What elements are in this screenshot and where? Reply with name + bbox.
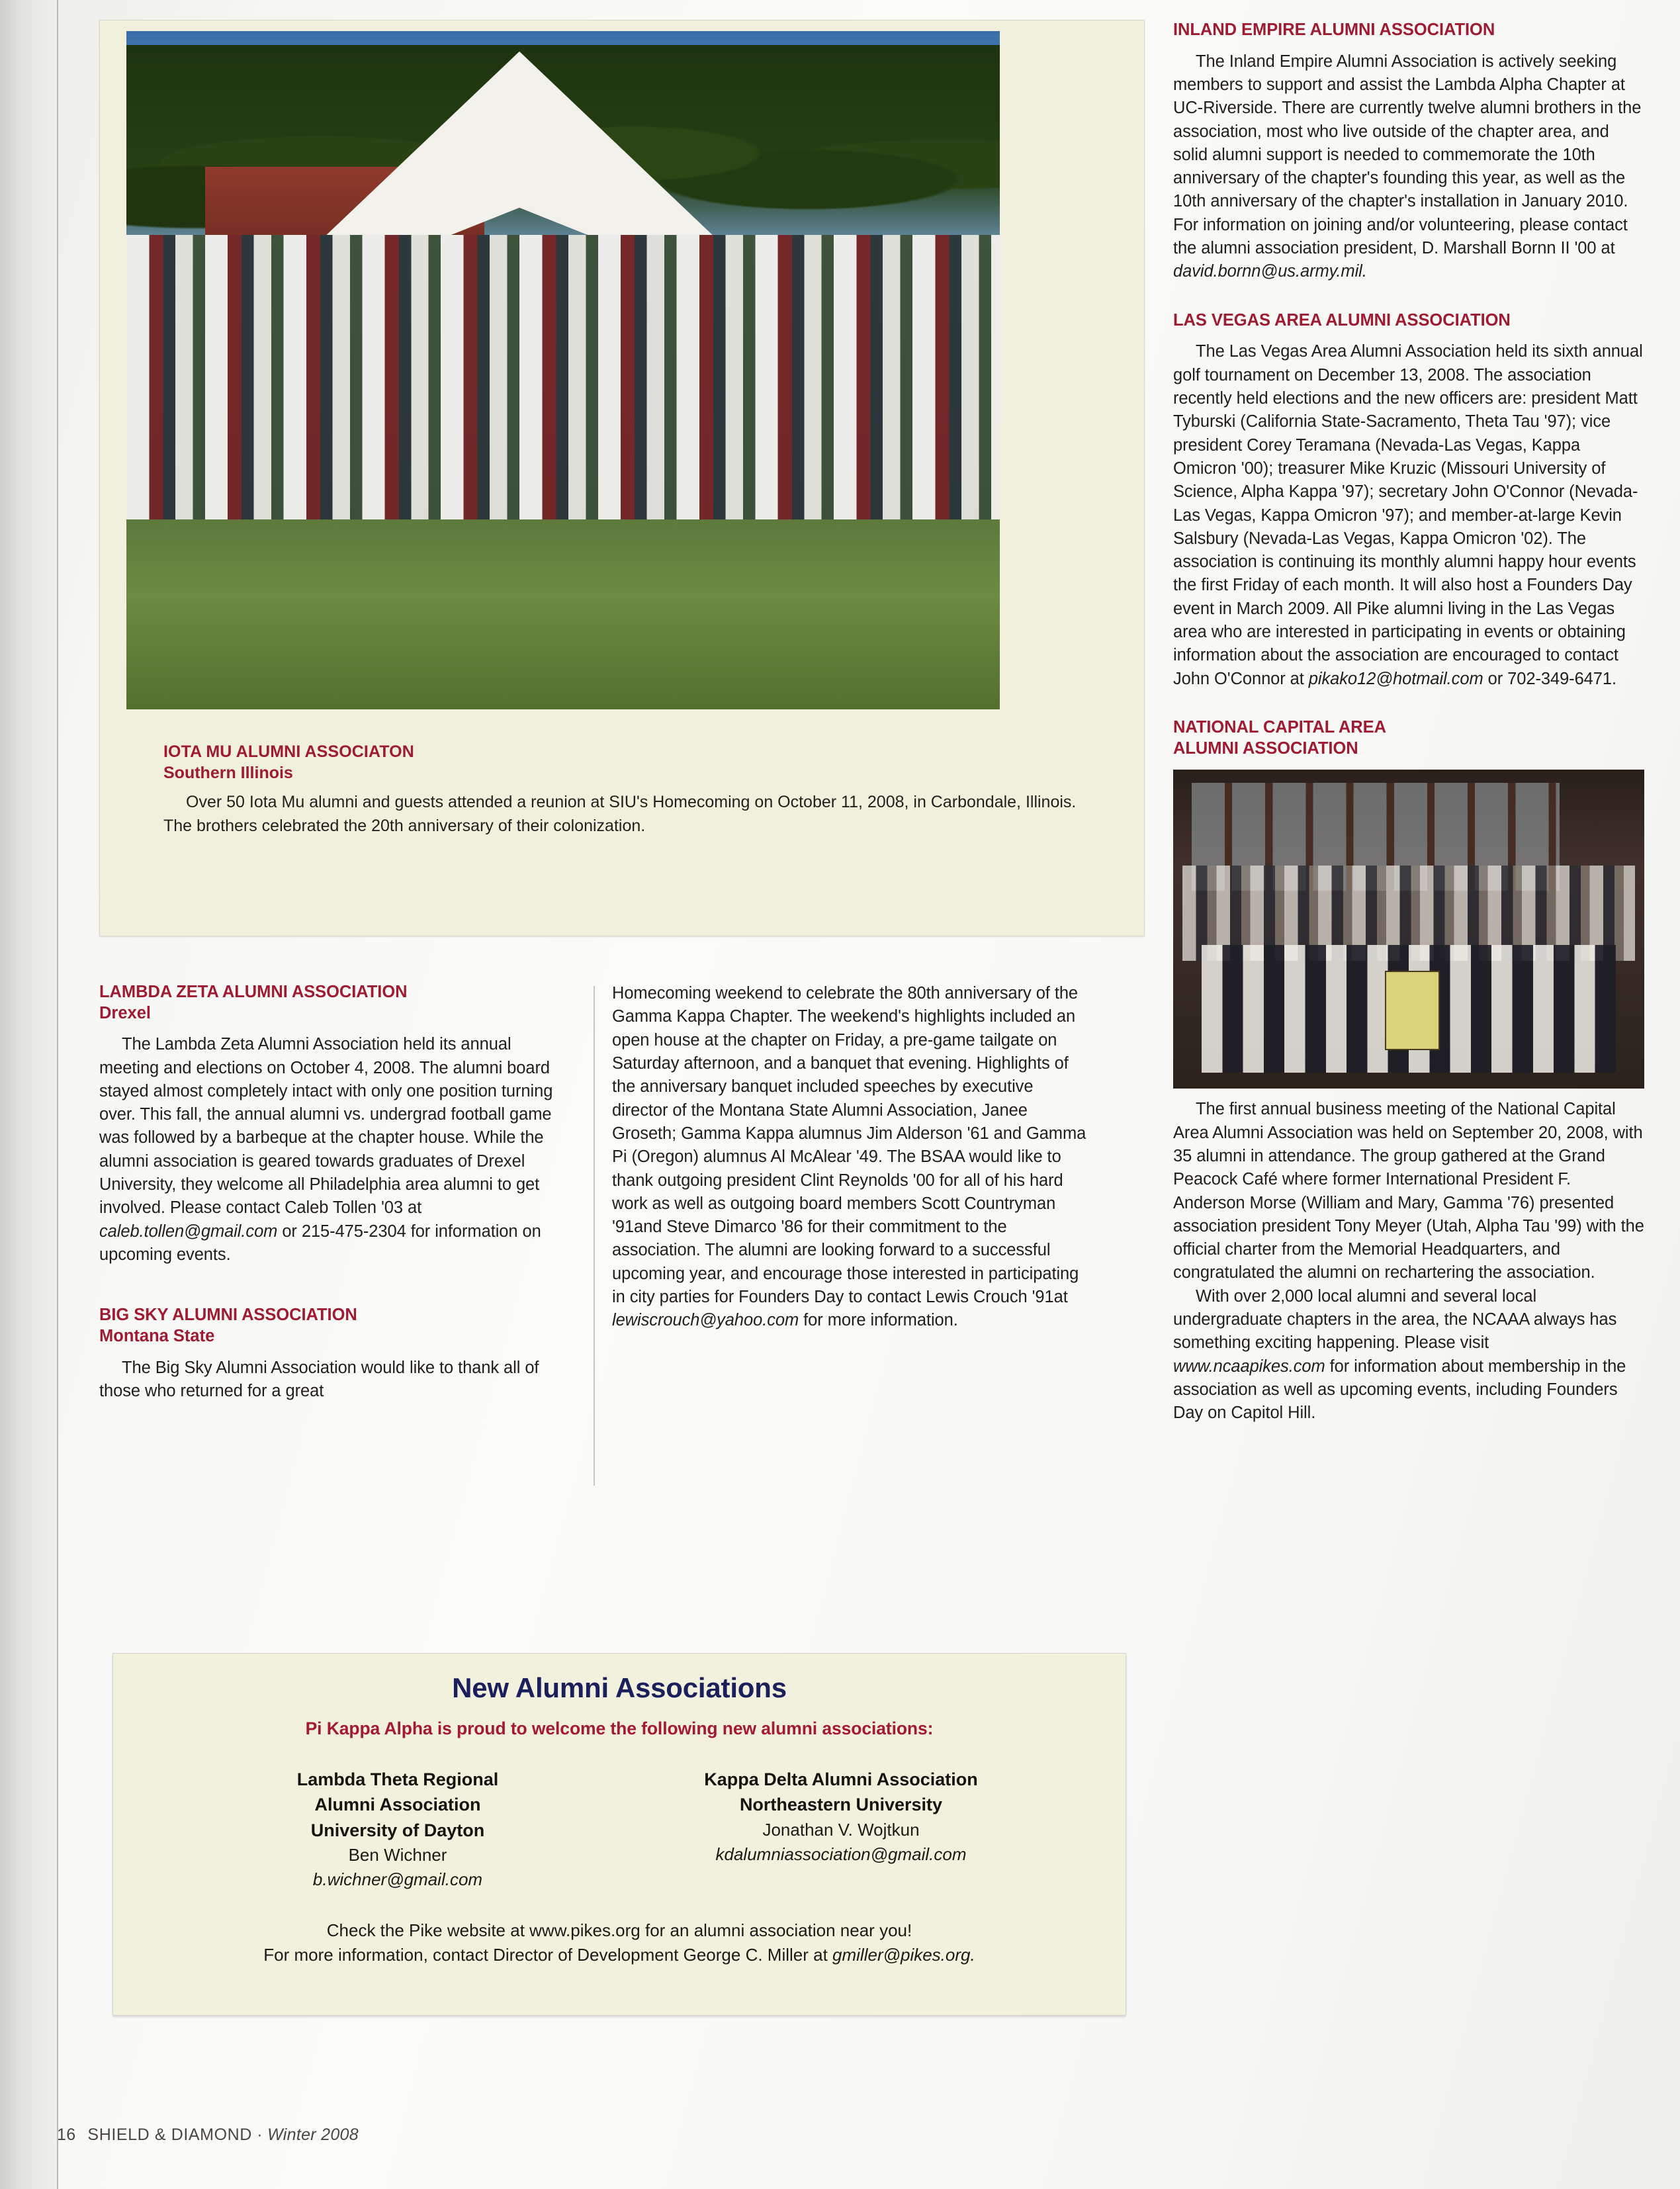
entry-name-line1: Lambda Theta Regional bbox=[296, 1769, 499, 1789]
national-capital-text-a: With over 2,000 local alumni and several local undergraduate chapters in the area, the NCAAA always has something exciting happening. Please visit bbox=[1173, 1286, 1617, 1353]
footer-separator: · bbox=[257, 2125, 263, 2144]
iota-mu-group-photo bbox=[126, 31, 1000, 709]
column-divider bbox=[594, 986, 595, 1486]
entry-email: b.wichner@gmail.com bbox=[312, 1869, 483, 1889]
gmiller-email: gmiller@pikes.org. bbox=[832, 1945, 975, 1965]
new-alumni-box-footer bbox=[113, 1918, 1126, 1968]
issue-label: Winter 2008 bbox=[267, 2125, 359, 2144]
big-sky-subheading: Montana State bbox=[99, 1326, 215, 1345]
column-middle bbox=[612, 982, 1092, 1333]
new-alumni-entry bbox=[656, 1767, 1026, 1892]
las-vegas-text-b: or 702-349-6471. bbox=[1483, 669, 1616, 688]
entry-contact: Jonathan V. Wojtkun bbox=[762, 1819, 920, 1840]
page-footer bbox=[57, 2125, 359, 2145]
spacer bbox=[1173, 331, 1644, 340]
entry-school: University of Dayton bbox=[310, 1820, 485, 1840]
entry-name-line1: Kappa Delta Alumni Association bbox=[704, 1769, 978, 1789]
iota-mu-photo-panel bbox=[99, 20, 1145, 936]
photo-charter-plaque bbox=[1385, 971, 1439, 1050]
new-alumni-box-lead: Pi Kappa Alpha is proud to welcome the following new alumni associations: bbox=[305, 1719, 934, 1738]
footer-line2-text: For more information, contact Director of Development George C. Miller at bbox=[263, 1945, 833, 1965]
column-right bbox=[1173, 20, 1644, 1425]
entry-name-line2: Alumni Association bbox=[314, 1795, 481, 1815]
entry-email: kdalumniassociation@gmail.com bbox=[715, 1844, 967, 1864]
spacer bbox=[99, 1267, 562, 1305]
inland-empire-email: david.bornn@us.army.mil. bbox=[1173, 262, 1367, 281]
big-sky-continued-text-b: for more information. bbox=[799, 1311, 958, 1330]
new-alumni-entry bbox=[212, 1767, 583, 1892]
inland-empire-paragraph bbox=[1173, 50, 1644, 284]
new-alumni-associations-box bbox=[112, 1653, 1126, 2016]
lambda-zeta-subheading: Drexel bbox=[99, 1003, 151, 1022]
lambda-zeta-text-b: or 215-475-2304 for information on upcoming events. bbox=[99, 1222, 541, 1265]
new-alumni-box-title: New Alumni Associations bbox=[452, 1672, 787, 1703]
spacer bbox=[1173, 1089, 1644, 1098]
page-gutter-line bbox=[57, 0, 58, 2189]
photo-crowd bbox=[126, 235, 1000, 533]
national-capital-heading-line2: ALUMNI ASSOCIATION bbox=[1173, 738, 1358, 758]
page-gutter-shadow bbox=[0, 0, 57, 2189]
las-vegas-text-a: The Las Vegas Area Alumni Association held its sixth annual golf tournament on December 13, 2008. The association recently held elections and the new officers are: president Matt Tyburski (California State-Sacramento, Theta Tau '97); vice president Corey Teramana (Nevada-Las Vegas, Kappa Omicron '00); treasurer Mike Kruzic (Missouri University of Science, Alpha Kappa '97); secretary John O'Connor (Nevada-Las Vegas, Kappa Omicron '97); and member-at-large Kevin Salsbury (Nevada-Las Vegas, Kappa Omicron '02). The association is continuing its monthly alumni happy hour events the first Friday of each month. It will also host a Founders Day event in March 2009. All Pike alumni living in the Las Vegas area who are interested in participating in events or obtaining information about the association are encouraged to contact John O'Connor at bbox=[1173, 342, 1643, 688]
new-alumni-entries bbox=[113, 1767, 1126, 1892]
las-vegas-email: pikako12@hotmail.com bbox=[1308, 669, 1483, 688]
national-capital-paragraph-2 bbox=[1173, 1285, 1644, 1425]
ncaaa-group-photo bbox=[1173, 770, 1644, 1089]
big-sky-continued-email: lewiscrouch@yahoo.com bbox=[612, 1311, 799, 1330]
new-alumni-box-footer-line2 bbox=[113, 1943, 1126, 1968]
big-sky-continued-paragraph bbox=[612, 982, 1092, 1333]
lambda-zeta-paragraph bbox=[99, 1033, 562, 1267]
lambda-zeta-email: caleb.tollen@gmail.com bbox=[99, 1222, 278, 1241]
spacer bbox=[99, 1347, 562, 1357]
magazine-title: SHIELD & DIAMOND bbox=[87, 2125, 252, 2144]
lambda-zeta-text-a: The Lambda Zeta Alumni Association held its annual meeting and elections on October 4, 2008. The alumni board stayed almost completely intact with only one position turning over. This fall, the annual alumni vs. undergrad football game was followed by a barbeque at the chapter house. While the alumni association is geared towards graduates of Drexel University, they welcome all Philadelphia area alumni to get involved. Please contact Caleb Tollen '03 at bbox=[99, 1035, 553, 1218]
las-vegas-heading: LAS VEGAS AREA ALUMNI ASSOCIATION bbox=[1173, 310, 1511, 330]
spacer bbox=[1173, 691, 1644, 717]
photo-grass bbox=[126, 519, 1000, 709]
national-capital-text-b: for information about membership in the association as well as upcoming events, including Founders Day on Capitol Hill. bbox=[1173, 1357, 1626, 1423]
entry-contact: Ben Wichner bbox=[348, 1844, 447, 1865]
iota-mu-caption-block bbox=[163, 742, 1118, 838]
national-capital-paragraph-1: The first annual business meeting of the National Capital Area Alumni Association was held on September 20, 2008, with 35 alumni in attendance. The group gathered at the Grand Peacock Café where former International President F. Anderson Morse (William and Mary, Gamma '76) presented association president Tony Meyer (Utah, Alpha Tau '99) with the official charter from the Memorial Headquarters, and congratulated the alumni on rechartering the association. bbox=[1173, 1100, 1644, 1282]
ncaapikes-website-link: www.ncaapikes.com bbox=[1173, 1357, 1325, 1376]
lambda-zeta-heading: LAMBDA ZETA ALUMNI ASSOCIATION bbox=[99, 983, 408, 1001]
big-sky-paragraph: The Big Sky Alumni Association would like to thank all of those who returned for a great bbox=[99, 1358, 539, 1400]
inland-empire-text: The Inland Empire Alumni Association is actively seeking members to support and assist the Lambda Alpha Chapter at UC-Riverside. There are currently twelve alumni brothers in the association, most who live outside of the chapter area, and solid alumni support is needed to commemorate the 10th anniversary of the chapter's founding this year, as well as the 10th anniversary of the chapter's installation in January 2010. For information on joining and/or volunteering, please contact the alumni association president, D. Marshall Bornn II '00 at bbox=[1173, 52, 1642, 258]
page-number: 16 bbox=[57, 2125, 76, 2144]
column-left bbox=[99, 982, 562, 1403]
iota-mu-subheading: Southern Illinois bbox=[163, 763, 293, 782]
iota-mu-caption: Over 50 Iota Mu alumni and guests attended a reunion at SIU's Homecoming on October 11, 2008, in Carbondale, Illinois. The brothers celebrated the 20th anniversary of their colonization. bbox=[163, 793, 1077, 835]
big-sky-heading: BIG SKY ALUMNI ASSOCIATION bbox=[99, 1306, 357, 1325]
spacer bbox=[1173, 284, 1644, 310]
new-alumni-box-footer-line1: Check the Pike website at www.pikes.org for an alumni association near you! bbox=[326, 1920, 912, 1940]
national-capital-heading-line1: NATIONAL CAPITAL AREA bbox=[1173, 718, 1386, 737]
spacer bbox=[1173, 41, 1644, 50]
iota-mu-heading: IOTA MU ALUMNI ASSOCIATON bbox=[163, 742, 414, 761]
spacer bbox=[99, 1024, 562, 1033]
las-vegas-paragraph bbox=[1173, 340, 1644, 691]
entry-name-line2: Northeastern University bbox=[739, 1795, 943, 1815]
inland-empire-heading: INLAND EMPIRE ALUMNI ASSOCIATION bbox=[1173, 21, 1495, 39]
big-sky-continued-text-a: Homecoming weekend to celebrate the 80th anniversary of the Gamma Kappa Chapter. The weekend's highlights included an open house at the chapter on Friday, a pre-game tailgate on Saturday afternoon, and a banquet that evening. Highlights of the anniversary banquet included speeches by executive director of the Montana State Alumni Association, Janee Groseth; Gamma Kappa alumnus Jim Alderson '61 and Gamma Pi (Oregon) alumnus Al McAlear '49. The BSAA would like to thank outgoing president Clint Reynolds '00 for all of his hard work as well as outgoing board members Scott Countryman '91and Steve Dimarco '86 for their commitment to the association. The alumni are looking forward to a successful upcoming year, and encourage those interested in participating in city parties for Founders Day to contact Lewis Crouch '91at bbox=[612, 984, 1086, 1307]
